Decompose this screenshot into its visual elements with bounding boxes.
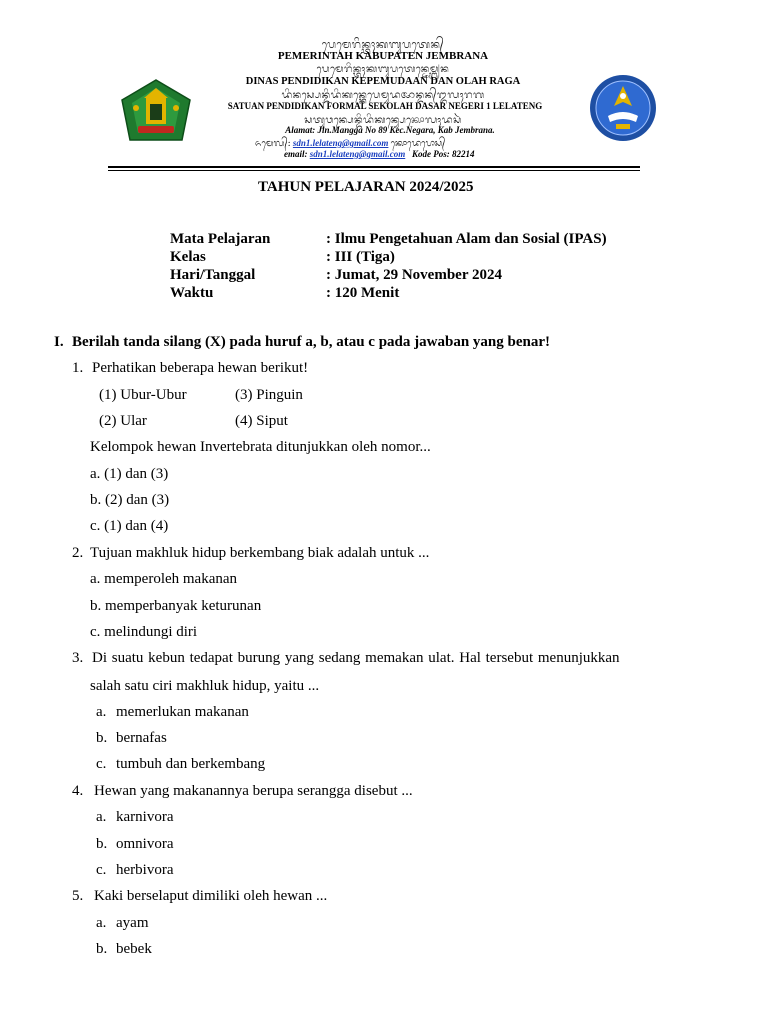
option-letter: a. bbox=[96, 915, 107, 931]
option-text: bebek bbox=[116, 941, 152, 957]
answer-option-a[interactable] bbox=[96, 704, 249, 721]
email-label: email: bbox=[284, 149, 308, 159]
answer-option-b[interactable] bbox=[90, 598, 261, 615]
header-address: Alamat: Jln.Mangga No 89 Kec.Negara, Kab Jembrana. bbox=[285, 125, 495, 135]
info-value-subject: : Ilmu Pengetahuan Alam dan Sosial (IPAS) bbox=[326, 231, 607, 247]
header-department: DINAS PENDIDIKAN KEPEMUDAAN DAN OLAH RAGA bbox=[245, 76, 521, 87]
postal-code: Kode Pos: 82214 bbox=[412, 149, 475, 159]
info-label-subject: Mata Pelajaran bbox=[170, 231, 271, 247]
animal-item: (1) Ubur-Ubur bbox=[99, 387, 187, 403]
header-government: PEMERINTAH KABUPATEN JEMBRANA bbox=[277, 50, 489, 62]
option-letter: c. bbox=[96, 756, 107, 772]
option-text: memerlukan makanan bbox=[116, 704, 249, 720]
script-email-suffix: ᬓᭀᬤᬾᬧᭀᬲ᭄ bbox=[390, 139, 446, 149]
animal-item: (3) Pinguin bbox=[235, 387, 303, 403]
animal-item: (2) Ular bbox=[99, 413, 147, 429]
question-text-line-1: Di suatu kebun tedapat burung yang sedang memakan ulat. Hal tersebut menunjukkan bbox=[92, 650, 620, 666]
option-letter: b. bbox=[96, 836, 108, 852]
answer-option-b[interactable] bbox=[96, 730, 167, 747]
option-letter: c. bbox=[90, 624, 101, 640]
option-text: omnivora bbox=[116, 836, 174, 852]
question-number: 4. bbox=[72, 783, 84, 799]
option-letter: b. bbox=[96, 730, 108, 746]
answer-option-a[interactable]: a. (1) dan (3) bbox=[90, 466, 169, 482]
answer-option-b[interactable] bbox=[96, 836, 174, 853]
option-text: memperoleh makanan bbox=[104, 571, 238, 587]
option-text: bernafas bbox=[116, 730, 167, 746]
info-value-class: : III (Tiga) bbox=[326, 249, 395, 265]
answer-option-c[interactable] bbox=[96, 862, 173, 879]
question-text-line-2: salah satu ciri makhluk hidup, yaitu ... bbox=[90, 678, 320, 694]
balinese-script-line-2: ᬤᬶᬦᬲ᭄ᬧᬾᬦ᭄ᬤᬶᬤᬶᬓᬦ᭄ᬓᬾᬧᬾᬫᬸᬤᬆᬦ᭄ᬤᬦ᭄ᬑᬮᬄᬭᬕ bbox=[281, 90, 485, 101]
script-email-link[interactable]: sdn1.lelateng@gmail.com bbox=[292, 138, 389, 148]
question-text: Hewan yang makanannya berupa serangga disebut ... bbox=[94, 783, 413, 799]
question-followup: Kelompok hewan Invertebrata ditunjukkan oleh nomor... bbox=[90, 439, 431, 455]
question-text: Tujuan makhluk hidup berkembang biak adalah untuk ... bbox=[90, 545, 430, 561]
question-number: 5. bbox=[72, 888, 84, 904]
info-label-class: Kelas bbox=[170, 249, 206, 265]
animal-item: (4) Siput bbox=[235, 413, 288, 429]
answer-option-b[interactable]: b. (2) dan (3) bbox=[90, 492, 170, 508]
answer-option-c[interactable] bbox=[90, 624, 197, 641]
section-instruction: Berilah tanda silang (X) pada huruf a, b, atau c pada jawaban yang benar! bbox=[72, 334, 551, 350]
option-text: karnivora bbox=[116, 809, 174, 825]
answer-option-a[interactable] bbox=[90, 571, 237, 588]
option-letter: a. bbox=[90, 571, 101, 587]
section-number: I. bbox=[54, 334, 64, 350]
question-number: 2. bbox=[72, 545, 84, 561]
info-value-time: : 120 Menit bbox=[326, 285, 400, 301]
option-letter: a. bbox=[96, 704, 107, 720]
info-label-time: Waktu bbox=[170, 285, 214, 301]
option-text: herbivora bbox=[116, 862, 174, 878]
option-text: tumbuh dan berkembang bbox=[116, 756, 266, 772]
question-text: Kaki berselaput dimiliki oleh hewan ... bbox=[94, 888, 328, 904]
answer-option-a[interactable] bbox=[96, 809, 173, 826]
option-text: memperbanyak keturunan bbox=[105, 598, 262, 614]
header-school: SATUAN PENDIDIKAN FORMAL SEKOLAH DASAR NEGERI 1 LELATENG bbox=[227, 101, 543, 111]
answer-option-c[interactable]: c. (1) dan (4) bbox=[90, 518, 169, 534]
answer-option-b[interactable] bbox=[96, 941, 152, 958]
balinese-script-top: ᬧᬾᬫᬾᬭᬶᬦ᭄ᬢᬄᬓᬩᬸᬧᬢᬾᬦ᭄ bbox=[321, 38, 445, 51]
option-text: ayam bbox=[116, 915, 149, 931]
option-letter: a. bbox=[96, 809, 107, 825]
letterhead-rule-thick bbox=[108, 166, 640, 168]
option-text: melindungi diri bbox=[104, 624, 198, 640]
question-number: 3. bbox=[72, 650, 84, 666]
option-letter: b. bbox=[90, 598, 102, 614]
question-text: Perhatikan beberapa hewan berikut! bbox=[92, 360, 309, 376]
header-email-row bbox=[284, 149, 475, 159]
script-email-prefix: ᬏᬫᬾᬮ᭄: bbox=[255, 139, 291, 149]
info-value-date: : Jumat, 29 November 2024 bbox=[326, 267, 502, 283]
balinese-script-line-1: ᬧᬾᬫᬾᬭᬶᬦ᭄ᬢᬄᬓᬩᬸᬧᬢᬾᬦ᭄ᬚᬾᬫ᭄ᬩ᭄ᬭᬦ bbox=[316, 64, 450, 75]
page-title: TAHUN PELAJARAN 2024/2025 bbox=[258, 179, 474, 195]
question-number: 1. bbox=[72, 360, 84, 376]
balinese-script-line-3: ᬲᬢᬸᬯᬦ᭄ᬧᬾᬦ᭄ᬤᬶᬤᬶᬓᬦ᭄ᬲᬾᬓᭀᬮᬄᬤᬲᬃ bbox=[304, 115, 462, 126]
info-label-date: Hari/Tanggal bbox=[170, 267, 256, 283]
answer-option-a[interactable] bbox=[96, 915, 148, 932]
answer-option-c[interactable] bbox=[96, 756, 265, 773]
option-letter: b. bbox=[96, 941, 108, 957]
letterhead-rule-thin bbox=[108, 170, 640, 171]
option-letter: c. bbox=[96, 862, 107, 878]
email-link[interactable]: sdn1.lelateng@gmail.com bbox=[309, 149, 406, 159]
